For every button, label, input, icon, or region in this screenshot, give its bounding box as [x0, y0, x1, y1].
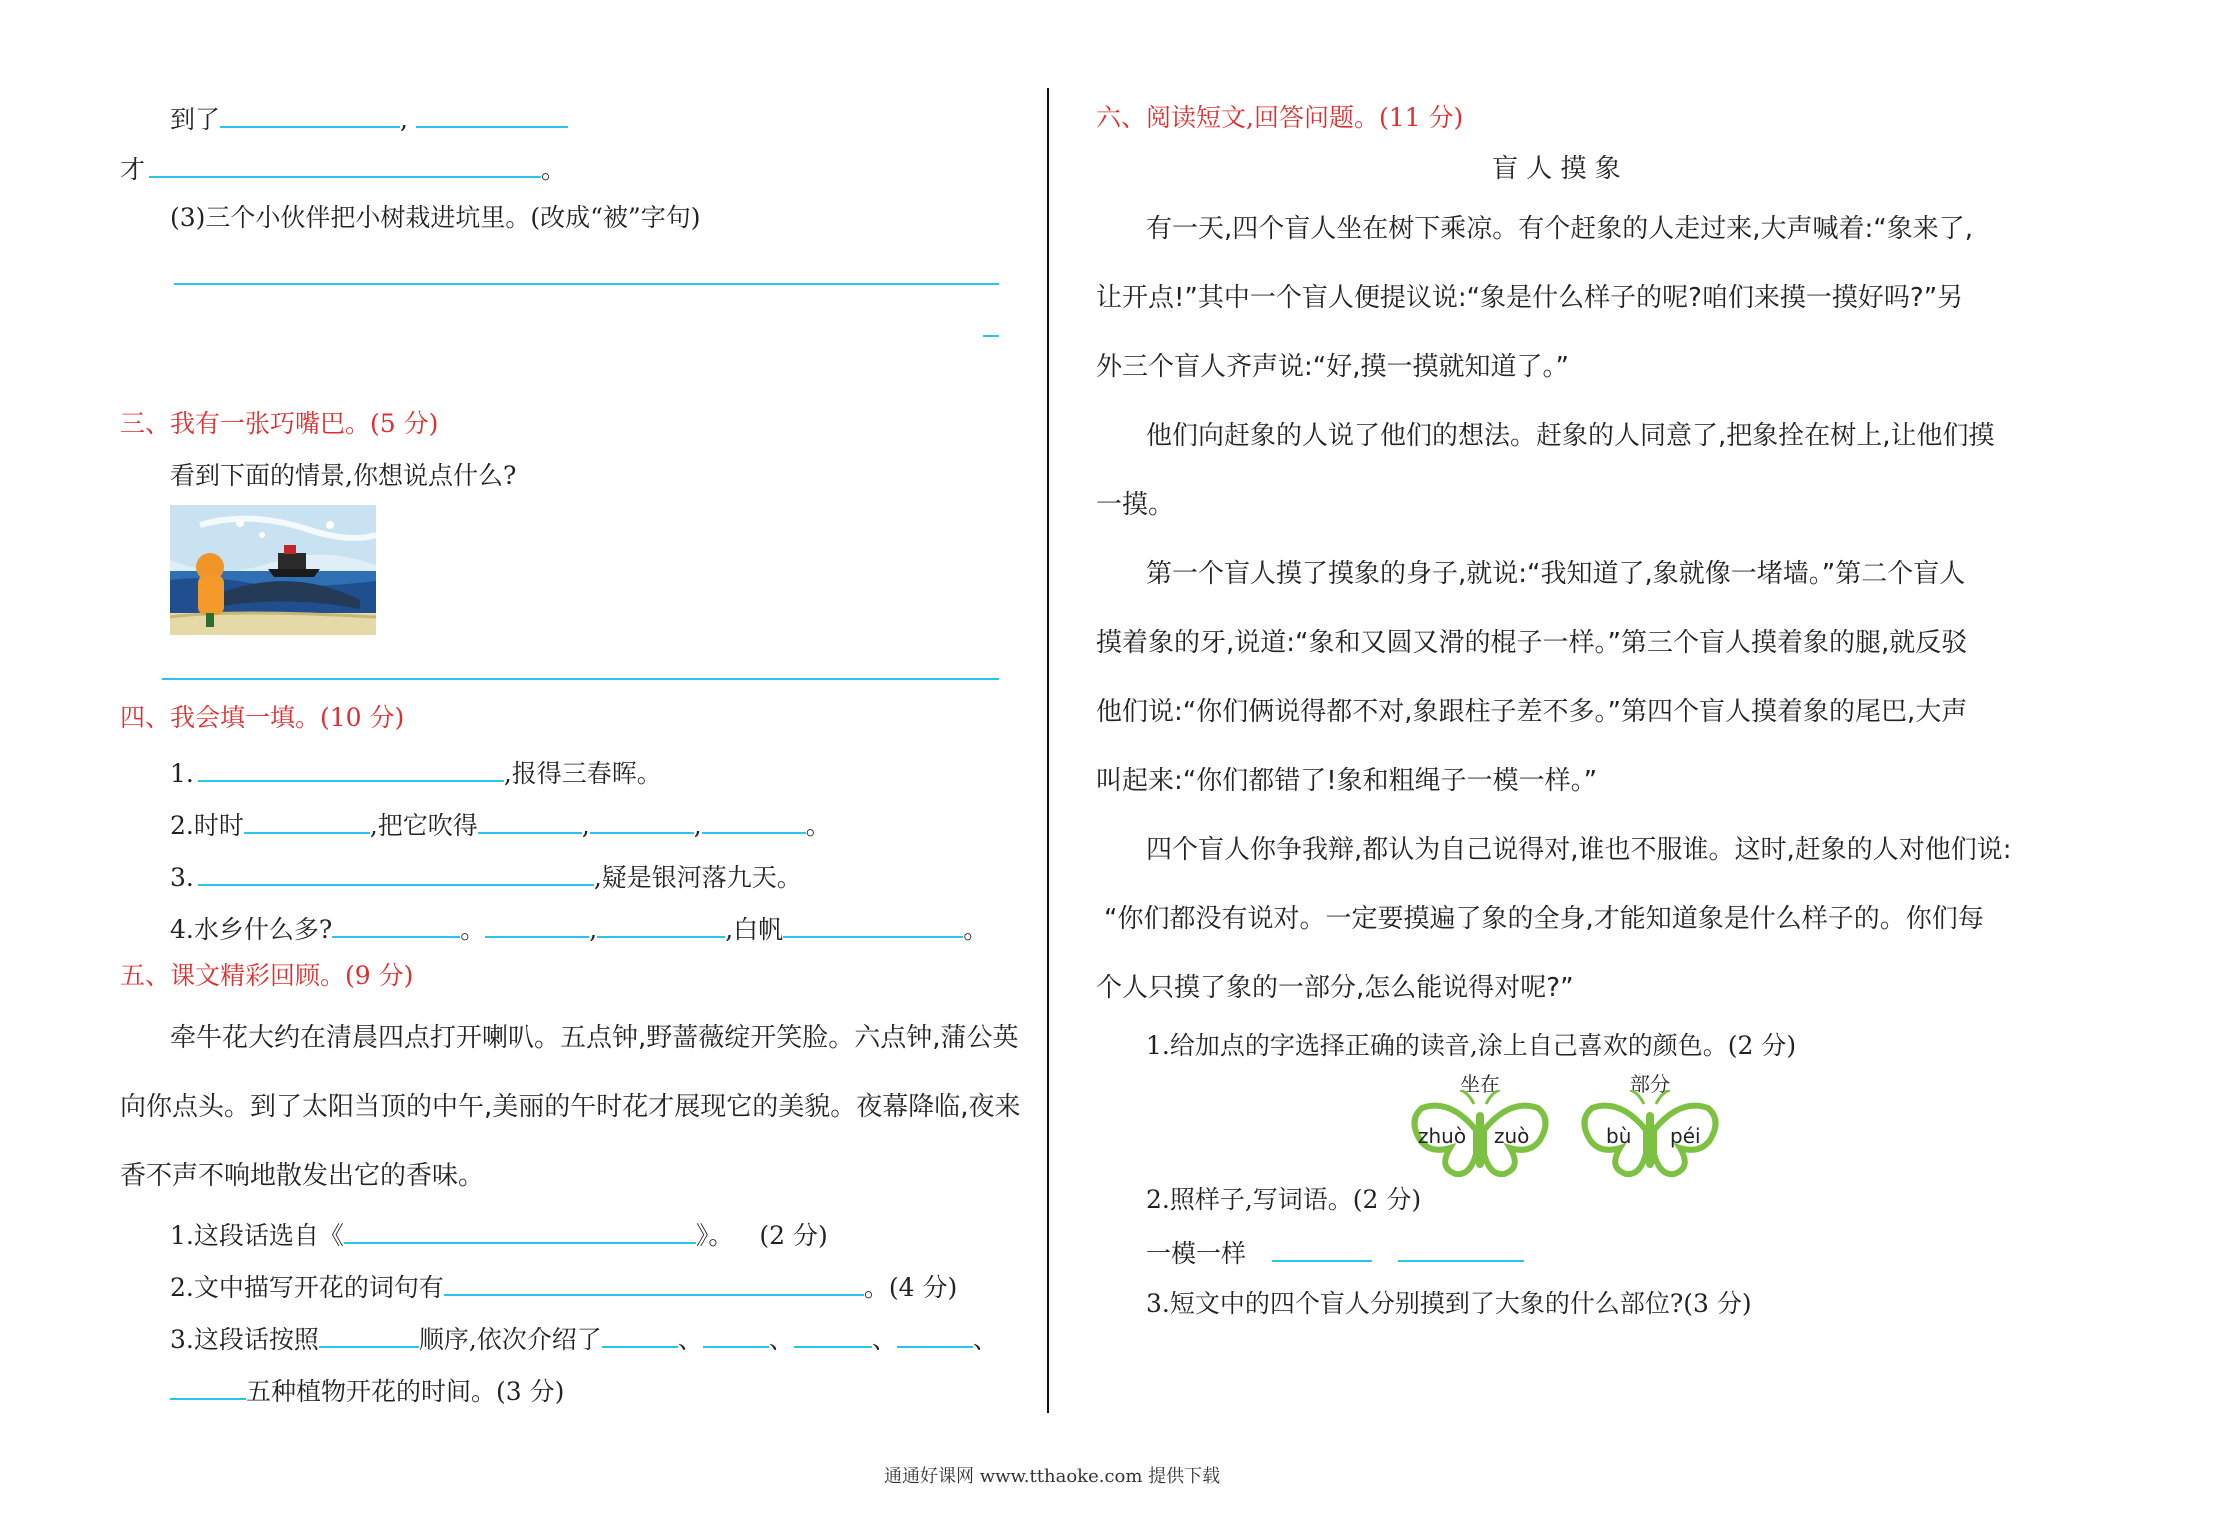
- story-line: 四个盲人你争我辩,都认为自己说得对,谁也不服谁。这时,赶象的人对他们说:: [1146, 835, 2012, 865]
- story-line: 一摸。: [1096, 490, 1175, 520]
- answer-blank[interactable]: [485, 912, 589, 938]
- answer-line-end: [983, 335, 999, 337]
- section-5-question-1: 1.这段话选自《 》。 (2 分): [170, 1218, 828, 1252]
- word-example-line: 一模一样: [1146, 1236, 1524, 1270]
- story-line: 有一天,四个盲人坐在树下乘凉。有个赶象的人走过来,大声喊着:“象来了,: [1146, 214, 1974, 244]
- pinyin-option[interactable]: zhuò: [1418, 1124, 1467, 1148]
- answer-blank[interactable]: [198, 756, 504, 782]
- answer-blank[interactable]: [149, 152, 541, 178]
- story-line: 摸着象的牙,说道:“象和又圆又滑的棍子一样。”第三个盲人摸着象的腿,就反驳: [1096, 628, 1968, 658]
- story-title: 盲 人 摸 象: [1492, 154, 1621, 184]
- column-divider: [1047, 88, 1049, 1413]
- answer-blank[interactable]: [220, 102, 400, 128]
- answer-blank[interactable]: [597, 912, 725, 938]
- answer-blank[interactable]: [602, 1322, 678, 1348]
- section-4-item-1: 1. ,报得三春晖。: [170, 756, 662, 790]
- story-line: 他们说:“你们俩说得都不对,象跟柱子差不多。”第四个盲人摸着象的尾巴,大声: [1096, 697, 1968, 727]
- butterfly-word: 坐在: [1460, 1072, 1500, 1096]
- answer-blank[interactable]: [783, 912, 963, 938]
- story-line: 外三个盲人齐声说:“好,摸一摸就知道了。”: [1096, 352, 1569, 382]
- question-2-3: (3)三个小伙伴把小树栽进坑里。(改成“被”字句): [170, 203, 701, 232]
- section-4-item-3: 3. ,疑是银河落九天。: [170, 860, 802, 894]
- answer-line[interactable]: [162, 678, 999, 680]
- story-line: 叫起来:“你们都错了!象和粗绳子一模一样。”: [1096, 766, 1598, 796]
- answer-blank[interactable]: [344, 1218, 696, 1244]
- answer-blank[interactable]: [332, 912, 460, 938]
- answer-blank[interactable]: [319, 1322, 419, 1348]
- answer-blank[interactable]: [590, 808, 694, 834]
- pinyin-option[interactable]: bù: [1606, 1124, 1632, 1148]
- story-line: 个人只摸了象的一部分,怎么能说得对呢?”: [1096, 973, 1574, 1003]
- passage-line: 向你点头。到了太阳当顶的中午,美丽的午时花才展现它的美貌。夜幕降临,夜来: [120, 1092, 1021, 1122]
- passage-line: 香不声不响地散发出它的香味。: [120, 1161, 485, 1191]
- passage-line: 牵牛花大约在清晨四点打开喇叭。五点钟,野蔷薇绽开笑脸。六点钟,蒲公英: [170, 1023, 1019, 1053]
- section-6-question-3: 3.短文中的四个盲人分别摸到了大象的什么部位?(3 分): [1146, 1289, 1752, 1318]
- story-line: 他们向赶象的人说了他们的想法。赶象的人同意了,把象拴在树上,让他们摸: [1146, 421, 1995, 451]
- answer-blank[interactable]: [478, 808, 582, 834]
- footer-credit: 通通好课网 www.tthaoke.com 提供下载: [884, 1466, 1221, 1487]
- answer-blank[interactable]: [198, 860, 594, 886]
- fill-line-2: 才 。: [120, 152, 566, 186]
- answer-blank[interactable]: [170, 1374, 246, 1400]
- answer-blank[interactable]: [897, 1322, 973, 1348]
- answer-blank[interactable]: [1398, 1236, 1524, 1262]
- pinyin-option[interactable]: zuò: [1494, 1124, 1530, 1148]
- butterfly-option-2[interactable]: [1580, 1068, 1720, 1178]
- answer-blank[interactable]: [703, 1322, 769, 1348]
- answer-blank[interactable]: [444, 1270, 864, 1296]
- section-4-item-4: 4.水乡什么多? 。 , ,白帆 。: [170, 912, 988, 946]
- answer-blank[interactable]: [794, 1322, 872, 1348]
- section-4-item-2: 2.时时 ,把它吹得 , , 。: [170, 808, 831, 842]
- section-5-title: 五、课文精彩回顾。(9 分): [120, 961, 414, 990]
- story-line: 第一个盲人摸了摸象的身子,就说:“我知道了,象就像一堵墙。”第二个盲人: [1146, 559, 1966, 589]
- story-line: 让开点!”其中一个盲人便提议说:“象是什么样子的呢?咱们来摸一摸好吗?”另: [1096, 283, 1964, 313]
- answer-blank[interactable]: [244, 808, 370, 834]
- sea-scene-illustration: [170, 505, 376, 635]
- section-6-question-2: 2.照样子,写词语。(2 分): [1146, 1185, 1422, 1214]
- section-5-question-3: 3.这段话按照 顺序,依次介绍了 、 、 、 、: [170, 1322, 998, 1356]
- fill-line-1: 到了 ,: [170, 102, 568, 136]
- answer-line[interactable]: [174, 283, 999, 285]
- section-5-question-3-cont: 五种植物开花的时间。(3 分): [170, 1374, 564, 1408]
- pinyin-option[interactable]: péi: [1670, 1124, 1701, 1148]
- butterfly-word: 部分: [1630, 1072, 1670, 1096]
- section-3-title: 三、我有一张巧嘴巴。(5 分): [120, 409, 439, 438]
- section-5-question-2: 2.文中描写开花的词句有 。(4 分): [170, 1270, 957, 1304]
- answer-blank[interactable]: [416, 102, 568, 128]
- section-6-question-1: 1.给加点的字选择正确的读音,涂上自己喜欢的颜色。(2 分): [1146, 1031, 1797, 1060]
- section-4-title: 四、我会填一填。(10 分): [120, 703, 405, 732]
- story-line: “你们都没有说对。一定要摸遍了象的全身,才能知道象是什么样子的。你们每: [1104, 904, 1984, 934]
- section-3-prompt: 看到下面的情景,你想说点什么?: [170, 461, 517, 490]
- butterfly-option-1[interactable]: [1410, 1068, 1550, 1178]
- section-6-title: 六、阅读短文,回答问题。(11 分): [1096, 103, 1464, 132]
- answer-blank[interactable]: [1272, 1236, 1372, 1262]
- answer-blank[interactable]: [702, 808, 806, 834]
